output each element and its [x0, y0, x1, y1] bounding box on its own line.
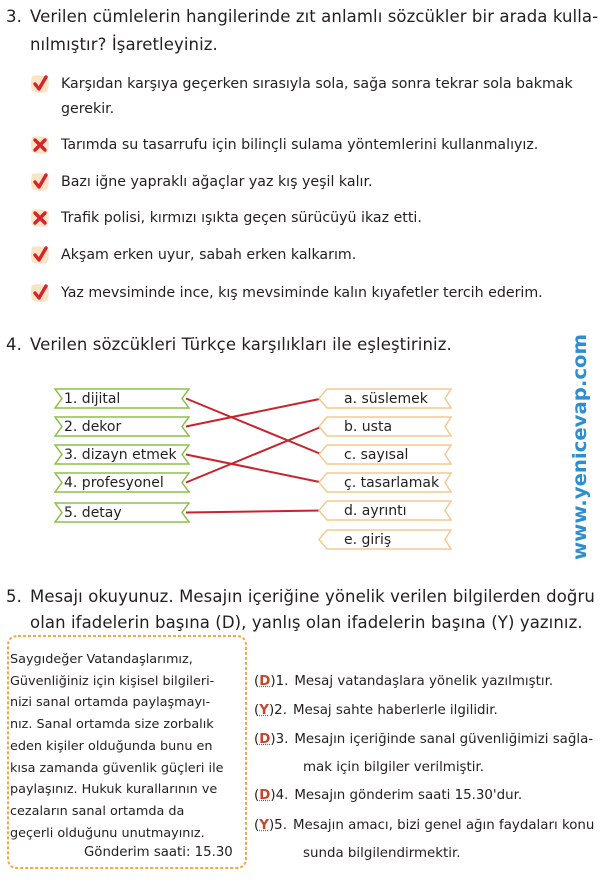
statement-text-cont: sunda bilgilendirmektir. [303, 846, 461, 861]
q3-item-text: Trafik polisi, kırmızı ışıkta geçen sürücüyü ikaz etti. [61, 210, 422, 226]
left-word-box[interactable] [54, 472, 190, 493]
answer-paren: ) [268, 818, 275, 833]
message-line: nız. Sanal ortamda size zorbalık [10, 717, 214, 733]
answer-blank[interactable]: Y [259, 818, 269, 833]
left-word-label: 4. profesyonel [64, 475, 164, 491]
statement-row [254, 786, 522, 806]
statement-row [254, 730, 593, 750]
answer-blank[interactable]: D [259, 732, 271, 747]
match-line [186, 455, 322, 483]
answer-paren: ( [254, 674, 260, 689]
right-word-label: c. sayısal [344, 447, 409, 463]
right-word-label: a. süslemek [344, 391, 428, 407]
statement-text: Mesajın amacı, bizi genel ağın faydaları konu [292, 818, 595, 833]
q3-item-text-cont: gerekir. [61, 101, 115, 117]
left-word-label: 1. dijital [64, 391, 121, 407]
answer-paren: ) [270, 732, 276, 747]
q3-item-text: Bazı iğne yapraklı ağaçlar yaz kış yeşil kalır. [61, 174, 373, 190]
statement-row [254, 701, 498, 721]
left-word-label: 2. dekor [64, 419, 122, 435]
statement-number: 2. [274, 703, 287, 718]
statement-number: 1. [275, 674, 289, 689]
q5-title-line2: olan ifadelerin başına (D), yanlış olan ifadelerin başına (Y) yazınız. [30, 613, 583, 632]
right-word-box[interactable] [318, 416, 452, 437]
answer-paren: ) [270, 788, 276, 803]
answer-paren: ) [270, 674, 276, 689]
q3-title-line1: Verilen cümlelerin hangilerinde zıt anlamlı sözcükler bir arada kulla- [30, 7, 599, 26]
q5-title-line1: Mesajı okuyunuz. Mesajın içeriğine yönelik verilen bilgilerden doğru [30, 587, 595, 606]
right-word-label: d. ayrıntı [344, 503, 407, 519]
match-line [186, 511, 322, 513]
right-word-box[interactable] [318, 529, 452, 550]
statement-row [254, 816, 594, 836]
statement-text-cont: mak için bilgiler verilmiştir. [303, 760, 485, 775]
q3-item-text: Akşam erken uyur, sabah erken kalkarım. [61, 247, 357, 263]
right-word-box[interactable] [318, 500, 452, 521]
message-line: eden kişiler olduğunda bunu en [10, 738, 213, 754]
message-line: nizi sanal ortamda paylaşmayı- [10, 695, 211, 711]
right-word-label: b. usta [344, 419, 393, 435]
q3-title-line2: nılmıştır? İşaretleyiniz. [30, 35, 218, 54]
right-word-label: ç. tasarlamak [344, 475, 440, 491]
answer-paren: ( [254, 788, 260, 803]
answer-paren: ( [254, 818, 260, 833]
statement-text: Mesajın gönderim saati 15.30'dur. [294, 788, 523, 803]
statement-number: 3. [275, 732, 289, 747]
message-line: Güvenliğiniz için kişisel bilgileri- [10, 673, 215, 689]
message-line: geçerli olduğunu unutmayınız. [10, 825, 205, 841]
message-line: paylaşınız. Hukuk kurallarının ve [10, 782, 218, 798]
watermark [560, 332, 596, 562]
statement-text: Mesaj sahte haberlerle ilgilidir. [292, 703, 498, 718]
left-word-box[interactable] [54, 416, 190, 437]
q5-number: 5. [6, 587, 22, 606]
left-word-box[interactable] [54, 444, 190, 465]
match-line [186, 399, 322, 455]
right-word-box[interactable] [318, 444, 452, 465]
q4-title: Verilen sözcükleri Türkçe karşılıkları ile eşleştiriniz. [30, 335, 452, 354]
statement-text: Mesaj vatandaşlara yönelik yazılmıştır. [294, 674, 554, 689]
left-word-label: 3. dizayn etmek [64, 447, 177, 463]
q3-number: 3. [6, 7, 22, 26]
message-line: cezaların sanal ortamda da [10, 803, 185, 819]
message-sent-time: Gönderim saati: 15.30 [84, 845, 233, 860]
svg-text:www.yenicevap.com: www.yenicevap.com [569, 341, 591, 560]
match-line [186, 399, 322, 427]
q3-item-text: Tarımda su tasarrufu için bilinçli sulama yöntemlerini kullanmalıyız. [61, 137, 539, 153]
right-word-box[interactable] [318, 388, 452, 409]
answer-blank[interactable]: Y [259, 703, 269, 718]
statement-number: 5. [274, 818, 287, 833]
message-line: kısa zamanda güvenlik güçleri ile [10, 760, 224, 776]
answer-paren: ) [268, 703, 275, 718]
answer-paren: ( [254, 703, 260, 718]
statement-text: Mesajın içeriğinde sanal güvenliğimizi sağla- [294, 732, 594, 747]
right-word-label: e. giriş [344, 532, 392, 548]
left-word-box[interactable] [54, 388, 190, 409]
left-word-label: 5. detay [64, 505, 122, 521]
answer-paren: ( [254, 732, 260, 747]
statement-row [254, 672, 553, 692]
message-text [10, 649, 242, 844]
match-line [186, 427, 322, 483]
q3-item-text: Yaz mevsiminde ince, kış mevsiminde kalın kıyafetler tercih ederim. [61, 285, 543, 301]
statement-number: 4. [275, 788, 289, 803]
q4-number: 4. [6, 335, 22, 354]
left-word-box[interactable] [54, 502, 190, 523]
q3-item-text: Karşıdan karşıya geçerken sırasıyla sola, sağa sonra tekrar sola bakmak [61, 76, 573, 92]
right-word-box[interactable] [318, 472, 452, 493]
message-line: Saygıdeğer Vatandaşlarımız, [10, 652, 193, 667]
answer-blank[interactable]: D [259, 674, 271, 689]
answer-blank[interactable]: D [259, 788, 271, 803]
